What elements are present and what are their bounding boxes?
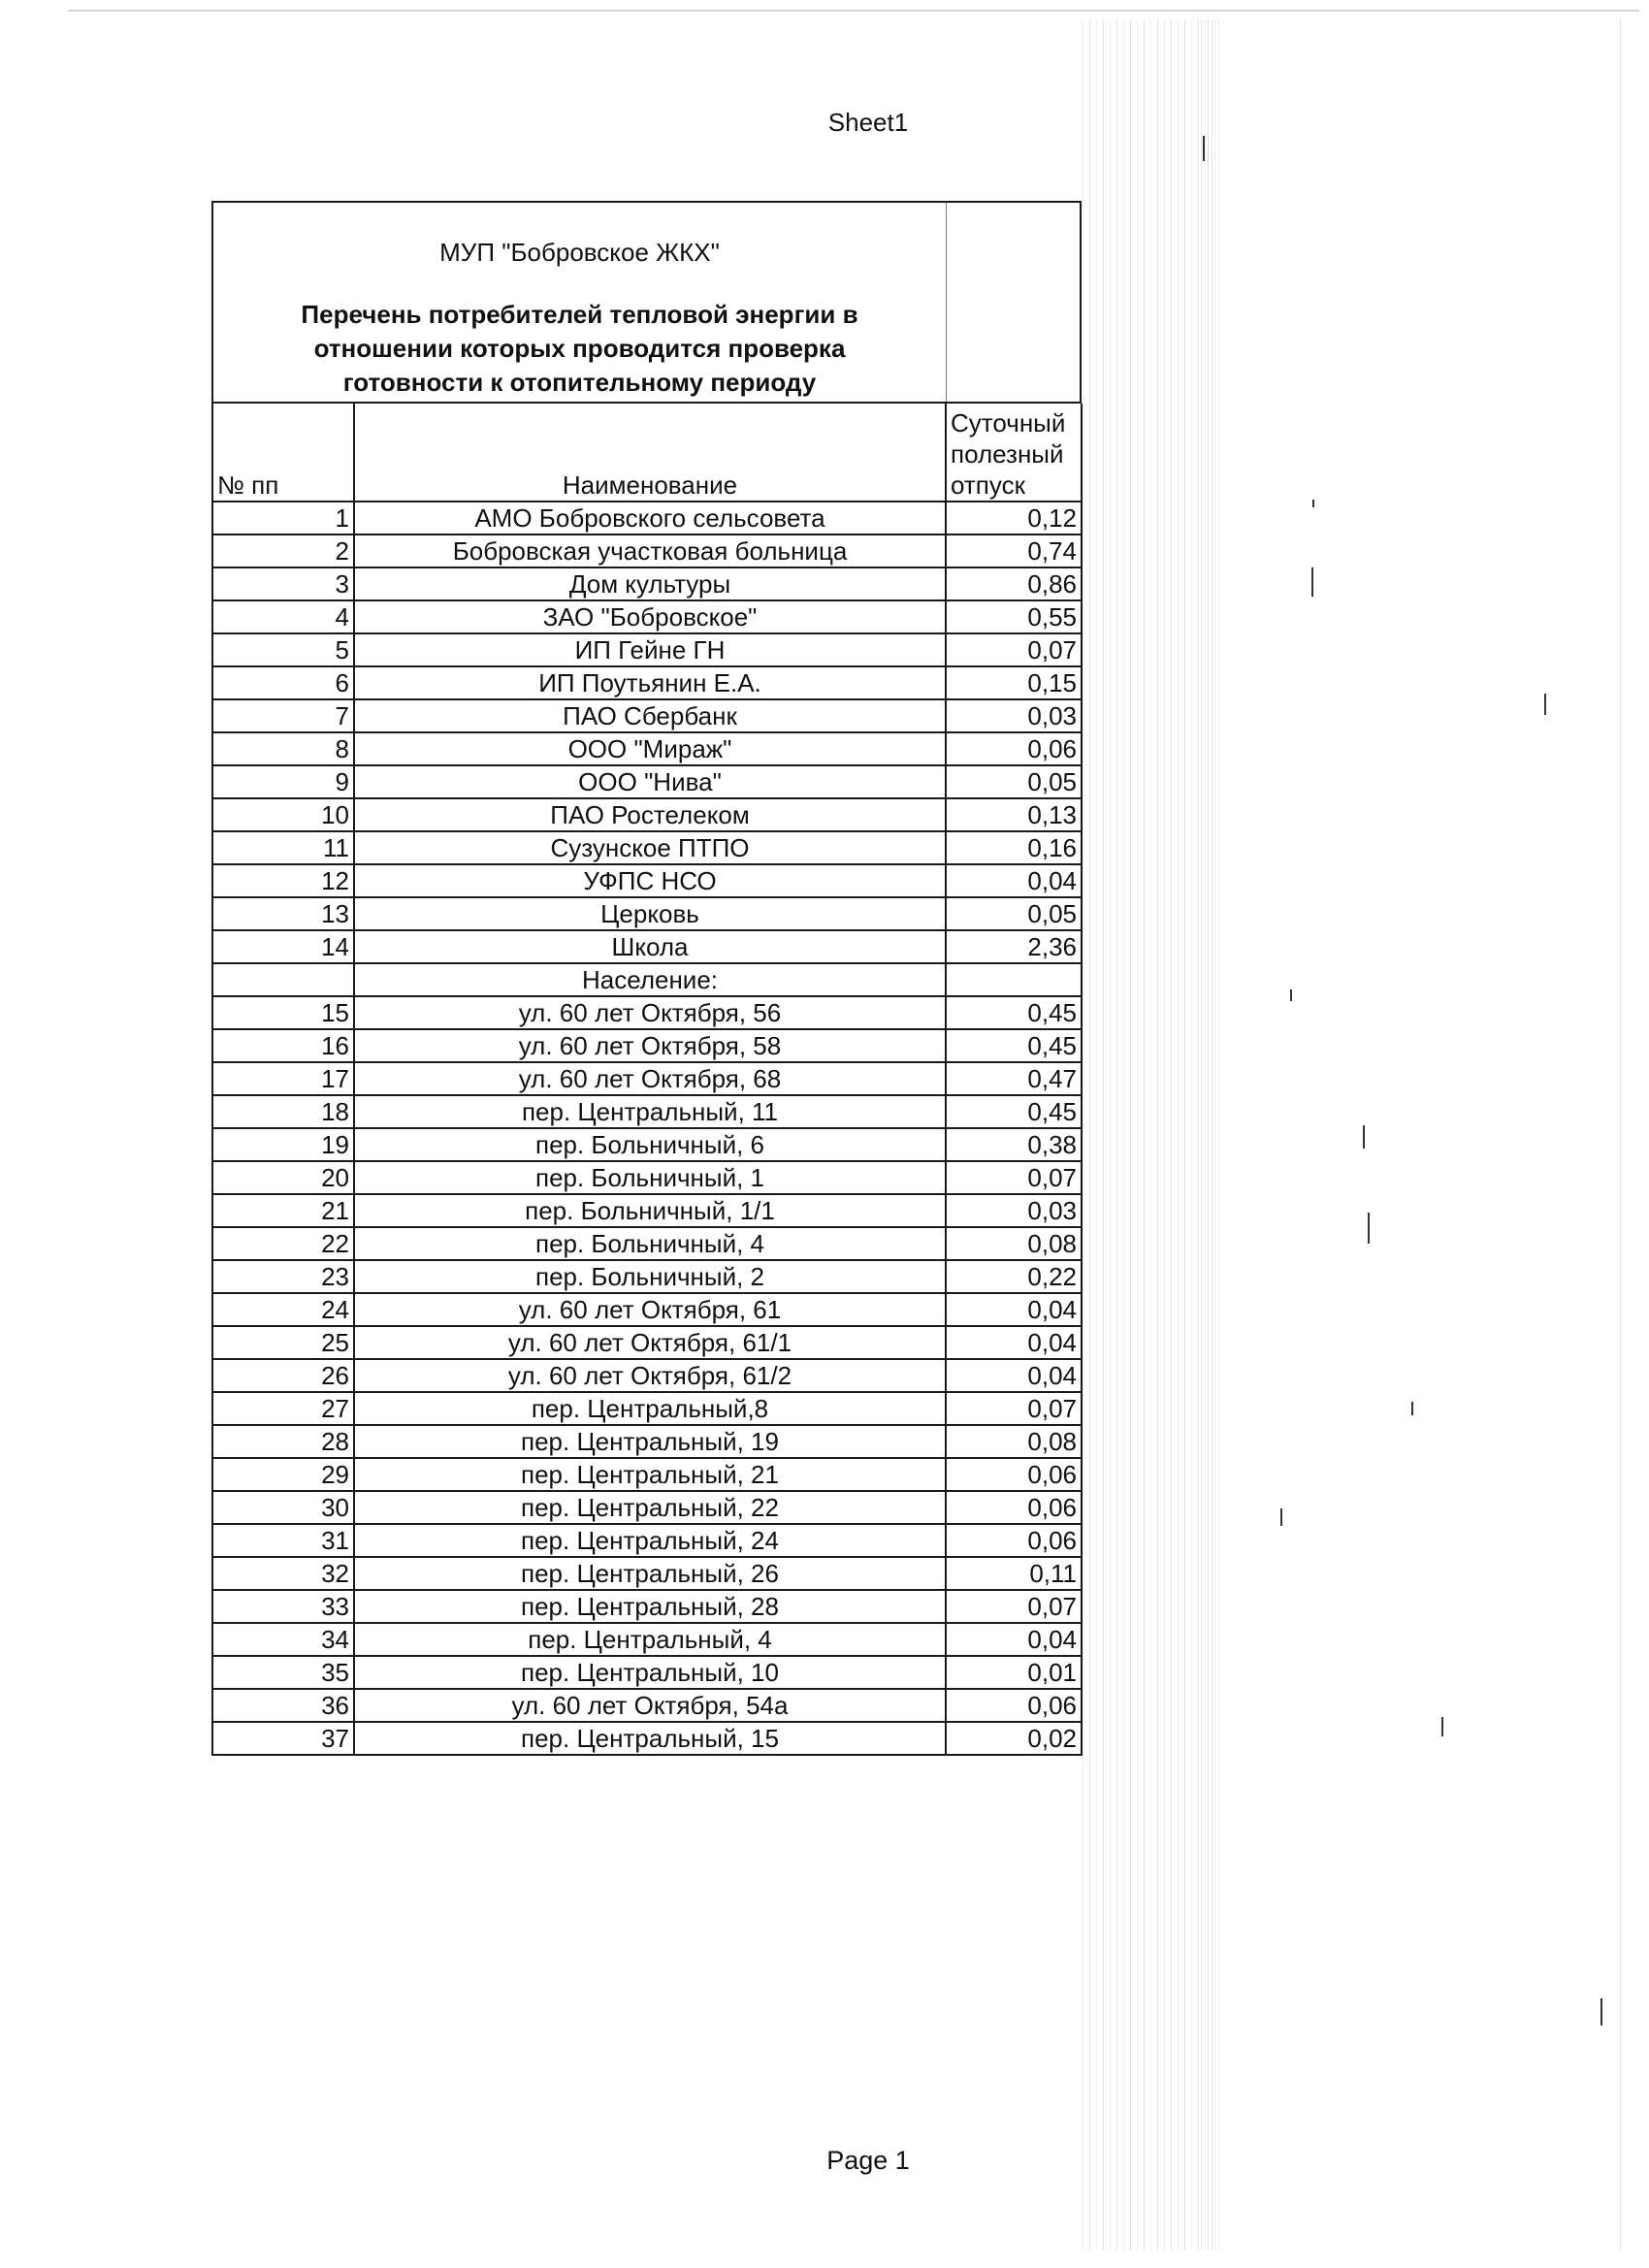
row-name-cell: ул. 60 лет Октября, 68 (354, 1062, 946, 1095)
row-name-cell: ООО "Нива" (354, 765, 946, 798)
row-value-cell: 0,11 (946, 1557, 1082, 1590)
row-name-cell: пер. Больничный, 2 (354, 1260, 946, 1293)
row-value-cell: 0,15 (946, 666, 1082, 699)
row-number-cell: 36 (213, 1689, 354, 1722)
row-value-cell: 0,12 (946, 502, 1082, 535)
row-number-cell: 10 (213, 798, 354, 831)
table-row (213, 1656, 1082, 1689)
table-row (213, 765, 1082, 798)
row-name-cell: пер. Центральный, 21 (354, 1458, 946, 1491)
row-name-cell: пер. Центральный, 10 (354, 1656, 946, 1689)
table-row (213, 567, 1082, 600)
table-row (213, 1128, 1082, 1161)
row-value-cell: 0,07 (946, 1392, 1082, 1425)
row-value-cell: 0,38 (946, 1128, 1082, 1161)
column-header-number: № пп (213, 404, 354, 502)
row-name-cell: пер. Больничный, 4 (354, 1227, 946, 1260)
row-value-cell: 0,45 (946, 996, 1082, 1029)
row-number-cell: 18 (213, 1095, 354, 1128)
row-name-cell: ПАО Сбербанк (354, 699, 946, 732)
row-value-cell: 0,74 (946, 535, 1082, 567)
row-name-cell: пер. Центральный, 26 (354, 1557, 946, 1590)
table-row (213, 963, 1082, 996)
table-row (213, 1029, 1082, 1062)
row-number-cell: 5 (213, 633, 354, 666)
row-number-cell: 30 (213, 1491, 354, 1524)
row-name-cell: пер. Больничный, 1 (354, 1161, 946, 1194)
row-value-cell: 0,07 (946, 1590, 1082, 1623)
table-row (213, 798, 1082, 831)
row-value-cell: 0,16 (946, 831, 1082, 864)
row-value-cell: 0,04 (946, 864, 1082, 897)
row-number-cell: 22 (213, 1227, 354, 1260)
row-value-cell: 0,05 (946, 897, 1082, 930)
column-header-row (213, 404, 1082, 502)
row-value-cell: 0,05 (946, 765, 1082, 798)
table-row (213, 699, 1082, 732)
scan-speck (1441, 1717, 1443, 1736)
row-number-cell: 15 (213, 996, 354, 1029)
row-number-cell: 33 (213, 1590, 354, 1623)
row-name-cell: ул. 60 лет Октября, 61/1 (354, 1326, 946, 1359)
scan-speck (1203, 136, 1205, 161)
row-number-cell: 24 (213, 1293, 354, 1326)
scanner-streaks-dark (1195, 19, 1219, 2251)
row-number-cell: 4 (213, 600, 354, 633)
table-row (213, 1623, 1082, 1656)
row-name-cell: ул. 60 лет Октября, 54а (354, 1689, 946, 1722)
row-number-cell: 37 (213, 1722, 354, 1755)
page-number: Page 1 (826, 2146, 910, 2175)
table-row (213, 1161, 1082, 1194)
row-name-cell: Сузунское ПТПО (354, 831, 946, 864)
table-row (213, 1293, 1082, 1326)
column-header-value-line: Суточный (951, 408, 1066, 437)
row-value-cell: 2,36 (946, 930, 1082, 963)
table-row (213, 1227, 1082, 1260)
header-divider (946, 203, 947, 402)
table-row (213, 1260, 1082, 1293)
table-row (213, 666, 1082, 699)
scan-speck (1544, 694, 1546, 715)
scan-speck (1411, 1402, 1413, 1415)
table-row (213, 600, 1082, 633)
row-number-cell: 21 (213, 1194, 354, 1227)
table-row (213, 1491, 1082, 1524)
table-row (213, 502, 1082, 535)
row-value-cell: 0,06 (946, 1491, 1082, 1524)
row-value-cell: 0,06 (946, 1689, 1082, 1722)
row-name-cell: ул. 60 лет Октября, 56 (354, 996, 946, 1029)
table-row (213, 1689, 1082, 1722)
row-number-cell: 31 (213, 1524, 354, 1557)
row-name-cell: пер. Больничный, 6 (354, 1128, 946, 1161)
row-value-cell (946, 963, 1082, 996)
scan-speck (1311, 567, 1313, 597)
row-value-cell: 0,07 (946, 633, 1082, 666)
row-name-cell: Население: (354, 963, 946, 996)
column-header-value (946, 404, 1082, 502)
document-title (213, 298, 946, 400)
row-value-cell: 0,45 (946, 1095, 1082, 1128)
row-name-cell: ИП Гейне ГН (354, 633, 946, 666)
row-value-cell: 0,01 (946, 1656, 1082, 1689)
row-name-cell: пер. Центральный, 4 (354, 1623, 946, 1656)
row-value-cell: 0,08 (946, 1425, 1082, 1458)
row-name-cell: УФПС НСО (354, 864, 946, 897)
row-value-cell: 0,45 (946, 1029, 1082, 1062)
row-number-cell: 23 (213, 1260, 354, 1293)
row-value-cell: 0,06 (946, 1524, 1082, 1557)
scan-speck (1363, 1125, 1365, 1149)
row-name-cell: пер. Центральный, 24 (354, 1524, 946, 1557)
row-name-cell: Бобровская участковая больница (354, 535, 946, 567)
table-header-block (213, 203, 1082, 404)
row-name-cell: ул. 60 лет Октября, 61/2 (354, 1359, 946, 1392)
column-header-name: Наименование (354, 404, 946, 502)
table-row (213, 897, 1082, 930)
row-name-cell: Церковь (354, 897, 946, 930)
scan-speck (1290, 989, 1292, 1001)
row-name-cell: пер. Центральный, 15 (354, 1722, 946, 1755)
row-name-cell: ПАО Ростелеком (354, 798, 946, 831)
row-value-cell: 0,04 (946, 1293, 1082, 1326)
row-number-cell: 26 (213, 1359, 354, 1392)
row-number-cell: 32 (213, 1557, 354, 1590)
row-number-cell: 9 (213, 765, 354, 798)
table-row (213, 1524, 1082, 1557)
row-name-cell: ООО "Мираж" (354, 732, 946, 765)
table-row (213, 535, 1082, 567)
document-title-line: готовности к отопительному периоду (342, 368, 817, 397)
row-value-cell: 0,08 (946, 1227, 1082, 1260)
scan-speck (1368, 1213, 1370, 1244)
row-number-cell: 16 (213, 1029, 354, 1062)
scan-speck (1600, 1998, 1602, 2025)
table-row (213, 1359, 1082, 1392)
consumers-table (213, 404, 1083, 1756)
row-value-cell: 0,47 (946, 1062, 1082, 1095)
row-number-cell: 13 (213, 897, 354, 930)
row-name-cell: пер. Центральный, 28 (354, 1590, 946, 1623)
table-row (213, 1194, 1082, 1227)
table-row (213, 1557, 1082, 1590)
row-number-cell: 14 (213, 930, 354, 963)
row-value-cell: 0,04 (946, 1359, 1082, 1392)
row-name-cell: пер. Больничный, 1/1 (354, 1194, 946, 1227)
row-name-cell: ЗАО "Бобровское" (354, 600, 946, 633)
row-value-cell: 0,13 (946, 798, 1082, 831)
organization-name: МУП "Бобровское ЖКХ" (439, 238, 720, 267)
table-row (213, 864, 1082, 897)
table-row (213, 1722, 1082, 1755)
row-name-cell: пер. Центральный, 11 (354, 1095, 946, 1128)
row-number-cell: 25 (213, 1326, 354, 1359)
row-value-cell: 0,04 (946, 1623, 1082, 1656)
row-name-cell: ул. 60 лет Октября, 61 (354, 1293, 946, 1326)
document-title-line: Перечень потребителей тепловой энергии в (301, 300, 858, 329)
table-row (213, 1095, 1082, 1128)
row-number-cell: 7 (213, 699, 354, 732)
row-value-cell: 0,02 (946, 1722, 1082, 1755)
row-name-cell: ул. 60 лет Октября, 58 (354, 1029, 946, 1062)
document-title-line: отношении которых проводится проверка (313, 334, 846, 363)
scanner-edge-line (1620, 19, 1621, 2251)
scan-speck (1280, 1508, 1282, 1526)
row-value-cell: 0,86 (946, 567, 1082, 600)
table-row (213, 1590, 1082, 1623)
row-number-cell: 20 (213, 1161, 354, 1194)
row-number-cell: 8 (213, 732, 354, 765)
scan-edge-line (68, 10, 1639, 12)
row-name-cell: АМО Бобровского сельсовета (354, 502, 946, 535)
row-name-cell: ИП Поутьянин Е.А. (354, 666, 946, 699)
row-number-cell: 2 (213, 535, 354, 567)
row-number-cell: 28 (213, 1425, 354, 1458)
row-number-cell: 3 (213, 567, 354, 600)
row-number-cell: 1 (213, 502, 354, 535)
row-value-cell: 0,55 (946, 600, 1082, 633)
row-value-cell: 0,03 (946, 1194, 1082, 1227)
table-row (213, 1062, 1082, 1095)
row-name-cell: Дом культуры (354, 567, 946, 600)
row-value-cell: 0,06 (946, 732, 1082, 765)
sheet-title: Sheet1 (827, 108, 909, 137)
document-table (211, 201, 1082, 1756)
row-value-cell: 0,22 (946, 1260, 1082, 1293)
row-number-cell: 12 (213, 864, 354, 897)
row-number-cell: 19 (213, 1128, 354, 1161)
row-number-cell: 17 (213, 1062, 354, 1095)
column-header-value-line: полезный (951, 439, 1064, 469)
row-value-cell: 0,04 (946, 1326, 1082, 1359)
table-row (213, 732, 1082, 765)
row-number-cell: 27 (213, 1392, 354, 1425)
row-number-cell: 11 (213, 831, 354, 864)
table-row (213, 1392, 1082, 1425)
row-name-cell: пер. Центральный, 19 (354, 1425, 946, 1458)
row-value-cell: 0,03 (946, 699, 1082, 732)
row-name-cell: Школа (354, 930, 946, 963)
table-row (213, 930, 1082, 963)
table-row (213, 1326, 1082, 1359)
row-number-cell: 34 (213, 1623, 354, 1656)
table-row (213, 996, 1082, 1029)
row-value-cell: 0,07 (946, 1161, 1082, 1194)
table-row (213, 831, 1082, 864)
table-row (213, 633, 1082, 666)
row-number-cell: 6 (213, 666, 354, 699)
row-name-cell: пер. Центральный, 22 (354, 1491, 946, 1524)
table-row (213, 1425, 1082, 1458)
row-number-cell: 35 (213, 1656, 354, 1689)
table-row (213, 1458, 1082, 1491)
row-number-cell: 29 (213, 1458, 354, 1491)
row-name-cell: пер. Центральный,8 (354, 1392, 946, 1425)
scan-speck (1312, 500, 1314, 507)
column-header-value-line: отпуск (951, 470, 1025, 500)
row-number-cell (213, 963, 354, 996)
row-value-cell: 0,06 (946, 1458, 1082, 1491)
